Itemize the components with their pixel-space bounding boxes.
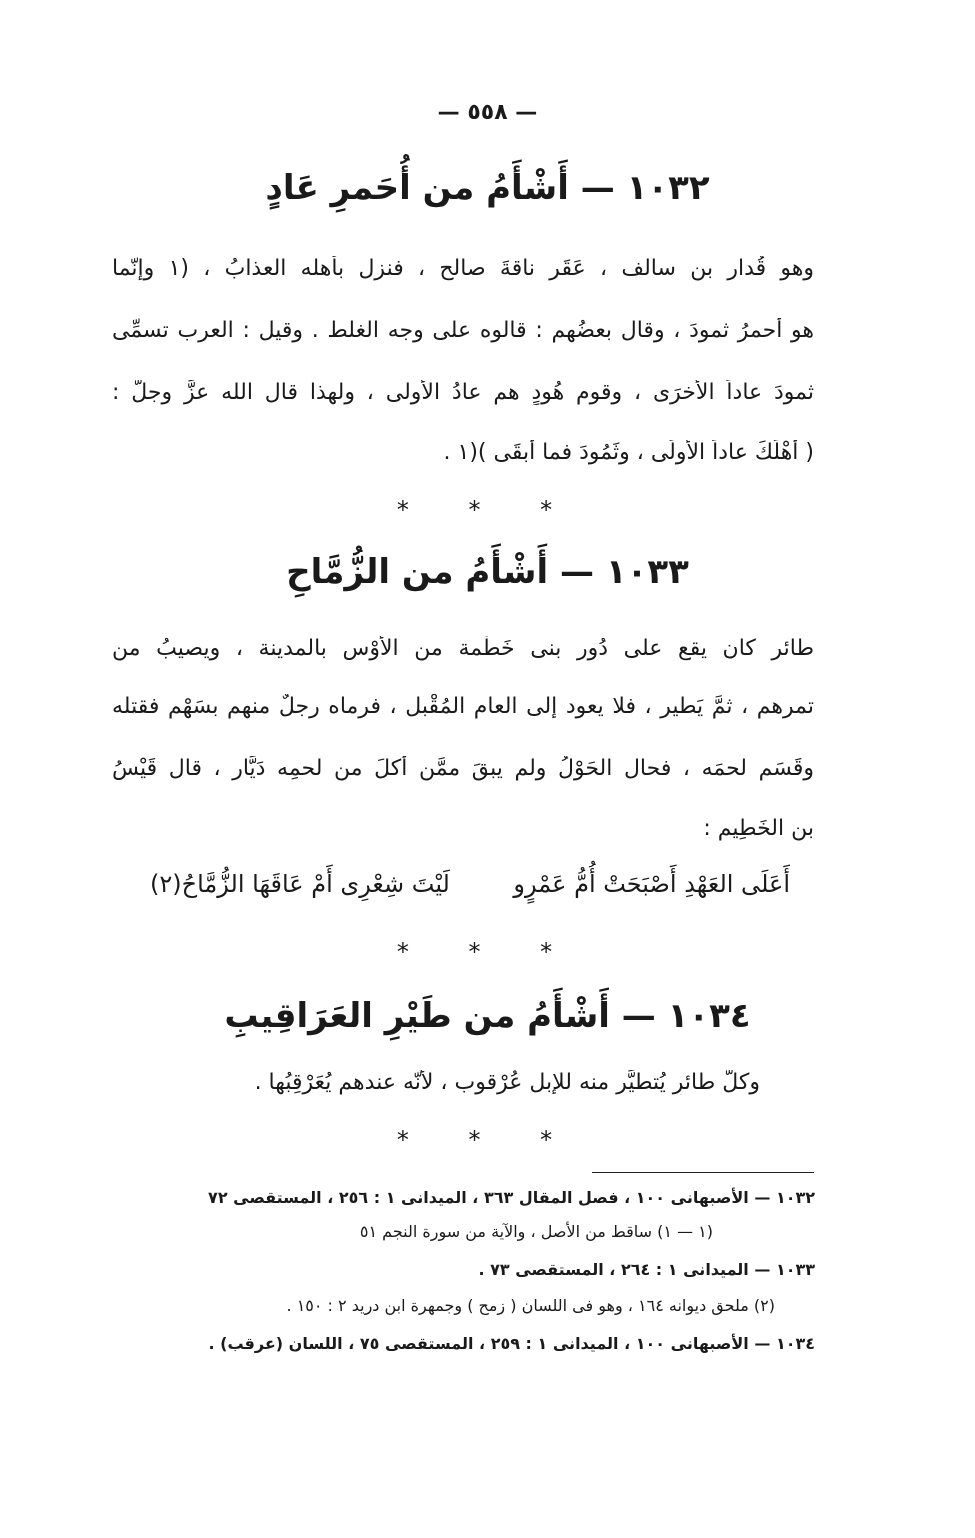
- entry-1033-line-2: تمرهم ، ثمَّ يَطير ، فلا يعود إلى العام المُقْبل ، فرماه رجلٌ منهم بسَهْمٍ فقتله: [112, 694, 814, 719]
- section-separator: * * *: [396, 1126, 579, 1154]
- entry-1033-line-1: طائر كان يقع على دُورِ بنى خَطْمة من الأَوْس بالمدينة ، ويصيبُ من: [112, 636, 814, 661]
- section-separator: * * *: [396, 938, 579, 966]
- entry-1033-line-4: بن الخَطِيم :: [703, 816, 814, 841]
- verse-left-hemistich: لَيْتَ شِعْرِى أَمْ عَاقَهَا الزُّمَّاحُ(٢): [150, 870, 450, 898]
- entry-heading-1032: ١٠٣٢ — أَشْأَمُ من أُحَمرِ عَادٍ: [265, 168, 710, 208]
- footnote-1033: ١٠٣٣ — الميدانى ١ : ٢٦٤ ، المستقصى ٧٣ .: [478, 1260, 815, 1279]
- footnote-1033-note-2: (٢) ملحق ديوانه ١٦٤ ، وهو فى اللسان ( زمح ) وجمهرة ابن دريد ٢ : ١٥٠ .: [286, 1296, 775, 1315]
- poetry-verse: [150, 870, 790, 898]
- entry-1032-line-3: ثمودَ عاداً الأُخرَى ، وقوم هُودٍ هم عادُ الأُولى ، ولهذا قال الله عزَّ وجلّ :: [112, 380, 814, 405]
- footnote-rule: [592, 1172, 814, 1173]
- footnote-1034: ١٠٣٤ — الأصبهانى ١٠٠ ، الميدانى ١ : ٢٥٩ ، المستقصى ٧٥ ، اللسان (عرقب) .: [208, 1334, 815, 1353]
- footnote-1032: ١٠٣٢ — الأصبهانى ١٠٠ ، فصل المقال ٣٦٣ ، الميدانى ١ : ٢٥٦ ، المستقصى ٧٢: [208, 1188, 815, 1207]
- entry-1032-line-4: ( أَهْلَكَ عاداً الأُولَى ، وثَمُودَ فما أبقَى )(١ .: [443, 440, 814, 465]
- entry-1032-line-2: هو أحمرُ ثمودَ ، وقال بعضُهم : قالوه على وجه الغلط . وقيل : العرب تسمِّى: [112, 318, 814, 343]
- entry-1032-line-1: وهو قُدار بن سالف ، عَقَر ناقةَ صالح ، فنزل بأهله العذابُ ، (١ وإنّما: [112, 256, 814, 281]
- entry-heading-1033: ١٠٣٣ — أَشْأَمُ من الزُّمَّاحِ: [286, 552, 689, 592]
- entry-1034-line-1: وكلُّ طائرٍ يُتطيَّر منه للإبل عُرْقوب ، لأنّه عندهم يُعَرْقِبُها .: [254, 1070, 760, 1095]
- footnote-1032-note-1: (١ — ١) ساقط من الأصل ، والآية من سورة النجم ٥١: [359, 1222, 713, 1241]
- entry-1033-line-3: وقَسَم لحمَه ، فحال الحَوْلُ ولم يبقَ ممَّن أكلَ من لحمِه دَيَّار ، قال قَيْسُ: [112, 756, 814, 781]
- verse-right-hemistich: أَعَلَى العَهْدِ أَصْبَحَتْ أُمُّ عَمْرٍو: [513, 870, 790, 898]
- section-separator: * * *: [396, 496, 579, 524]
- page-number: — ٥٥٨ —: [437, 100, 538, 125]
- entry-heading-1034: ١٠٣٤ — أَشْأَمُ من طَيْرِ العَرَاقِيبِ: [224, 996, 751, 1036]
